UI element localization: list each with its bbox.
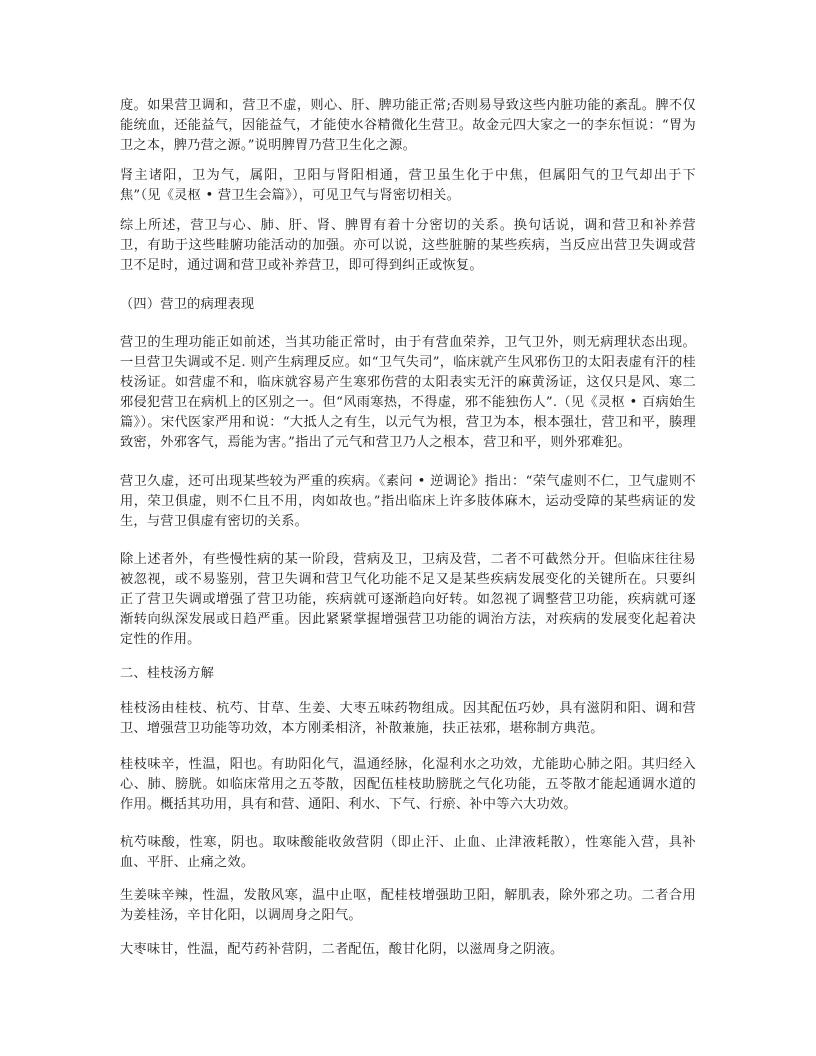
paragraph-chronic-deficiency: 营卫久虚，还可出现某些较为严重的疾病。《素问 • 逆调论》指出：“荣气虚则不仁，卫气虚则不用，荣卫俱虚，则不仁且不用，肉如故也。”指出临床上许多肢体麻木，运动受障的某些病证的发生，与营卫俱虚有密切的关系。 [120, 474, 696, 529]
paragraph-fresh-ginger: 生姜味辛辣，性温，发散风寒，温中止呕，配桂枝增强助卫阳，解肌表，除外邪之功。二者合用为姜桂汤，辛甘化阳，以调周身之阳气。 [120, 888, 696, 923]
paragraph-spleen-nourishes-ying-wei: 度。如果营卫调和，营卫不虚，则心、肝、脾功能正常;否则易导致这些内脏功能的紊乱。脾不仅能统血，还能益气，因能益气，才能使水谷精微化生营卫。故金元四大家之一的李东恒说：“胃为卫之本，脾乃营之源。”说明脾胃乃营卫生化之源。 [120, 98, 696, 153]
paragraph-summary-organs: 综上所述，营卫与心、肺、肝、肾、脾胃有着十分密切的关系。换句话说，调和营卫和补养营卫，有助于这些畦腑功能活动的加强。亦可以说，这些脏腑的某些疾病，当反应出营卫失调或营卫不足时，通过调和营卫或补养营卫，即可得到纠正或恢复。 [120, 218, 696, 273]
paragraph-guizhi-herb: 桂枝味辛，性温，阳也。有助阳化气，温通经脉，化湿利水之功效，尤能助心肺之阳。其归经入心、肺、膀胱。如临床常用之五苓散，因配伍桂枝助膀胱之气化功能，五苓散才能起通调水道的作用。概括其功用，具有和营、通阳、利水、下气、行瘀、补中等六大功效。 [120, 757, 696, 812]
paragraph-chronic-disease-stage: 除上述者外，有些慢性病的某一阶段，营病及卫，卫病及营，二者不可截然分开。但临床往往易被忽视，或不易鉴别，营卫失调和营卫气化功能不足又是某些疾病发展变化的关键所在。只要纠正了营卫失调或增强了营卫功能，疾病就可逐渐趋向好转。如忽视了调整营卫功能，疾病就可逐渐转向纵深发展或日趋严重。因此紧紧掌握增强营卫功能的调治方法，对疾病的发展变化起着决定性的作用。 [120, 552, 696, 647]
paragraph-jujube: 大枣味甘，性温，配芍药补营阴，二者配伍，酸甘化阴，以滋周身之阴液。 [120, 942, 564, 957]
paragraph-white-peony: 杭芍味酸，性寒，阴也。取味酸能收敛营阴（即止汗、止血、止津液耗散），性寒能入营，具补血、平肝、止痛之效。 [120, 835, 696, 870]
paragraph-pathology-manifestations: 营卫的生理功能正如前述，当其功能正常时，由于有营血荣养，卫气卫外，则无病理状态出现。一旦营卫失调或不足. 则产生病理反应。如“卫气失司”，临床就产生风邪伤卫的太阳表虚有汗的桂枝汤证。如营虚不和，临床就容易产生寒邪伤营的太阳表实无汗的麻黄汤证，这仅只是风、寒二邪侵犯营卫在病机上的区别之一。但“风雨寒热，不得虚，邪不能独伤人”.（见《灵枢 • 百病始生篇》）。宋代医家严用和说：“大抵人之有生，以元气为根，营卫为本，根本强壮，营卫和平，腠理致密，外邪客气，焉能为害。”指出了元气和营卫乃人之根本，营卫和平，则外邪难犯。 [120, 335, 696, 450]
section-heading-pathology: （四）营卫的病理表现 [120, 297, 255, 312]
paragraph-formula-composition: 桂枝汤由桂枝、杭芍、甘草、生姜、大枣五味药物组成。因其配伍巧妙，具有滋阴和阳、调和营卫、增强营卫功能等功效，本方刚柔相济，补散兼施，扶正祛邪，堪称制方典范。 [120, 701, 696, 736]
paragraph-kidney-wei-qi: 肾主诸阳，卫为气，属阳，卫阳与肾阳相通，营卫虽生化于中焦，但属阳气的卫气却出于下焦”（见《灵枢 • 营卫生会篇》），可见卫气与肾密切相关。 [120, 168, 696, 203]
section-heading-guizhi-decoction: 二、桂枝汤方解 [120, 666, 215, 681]
